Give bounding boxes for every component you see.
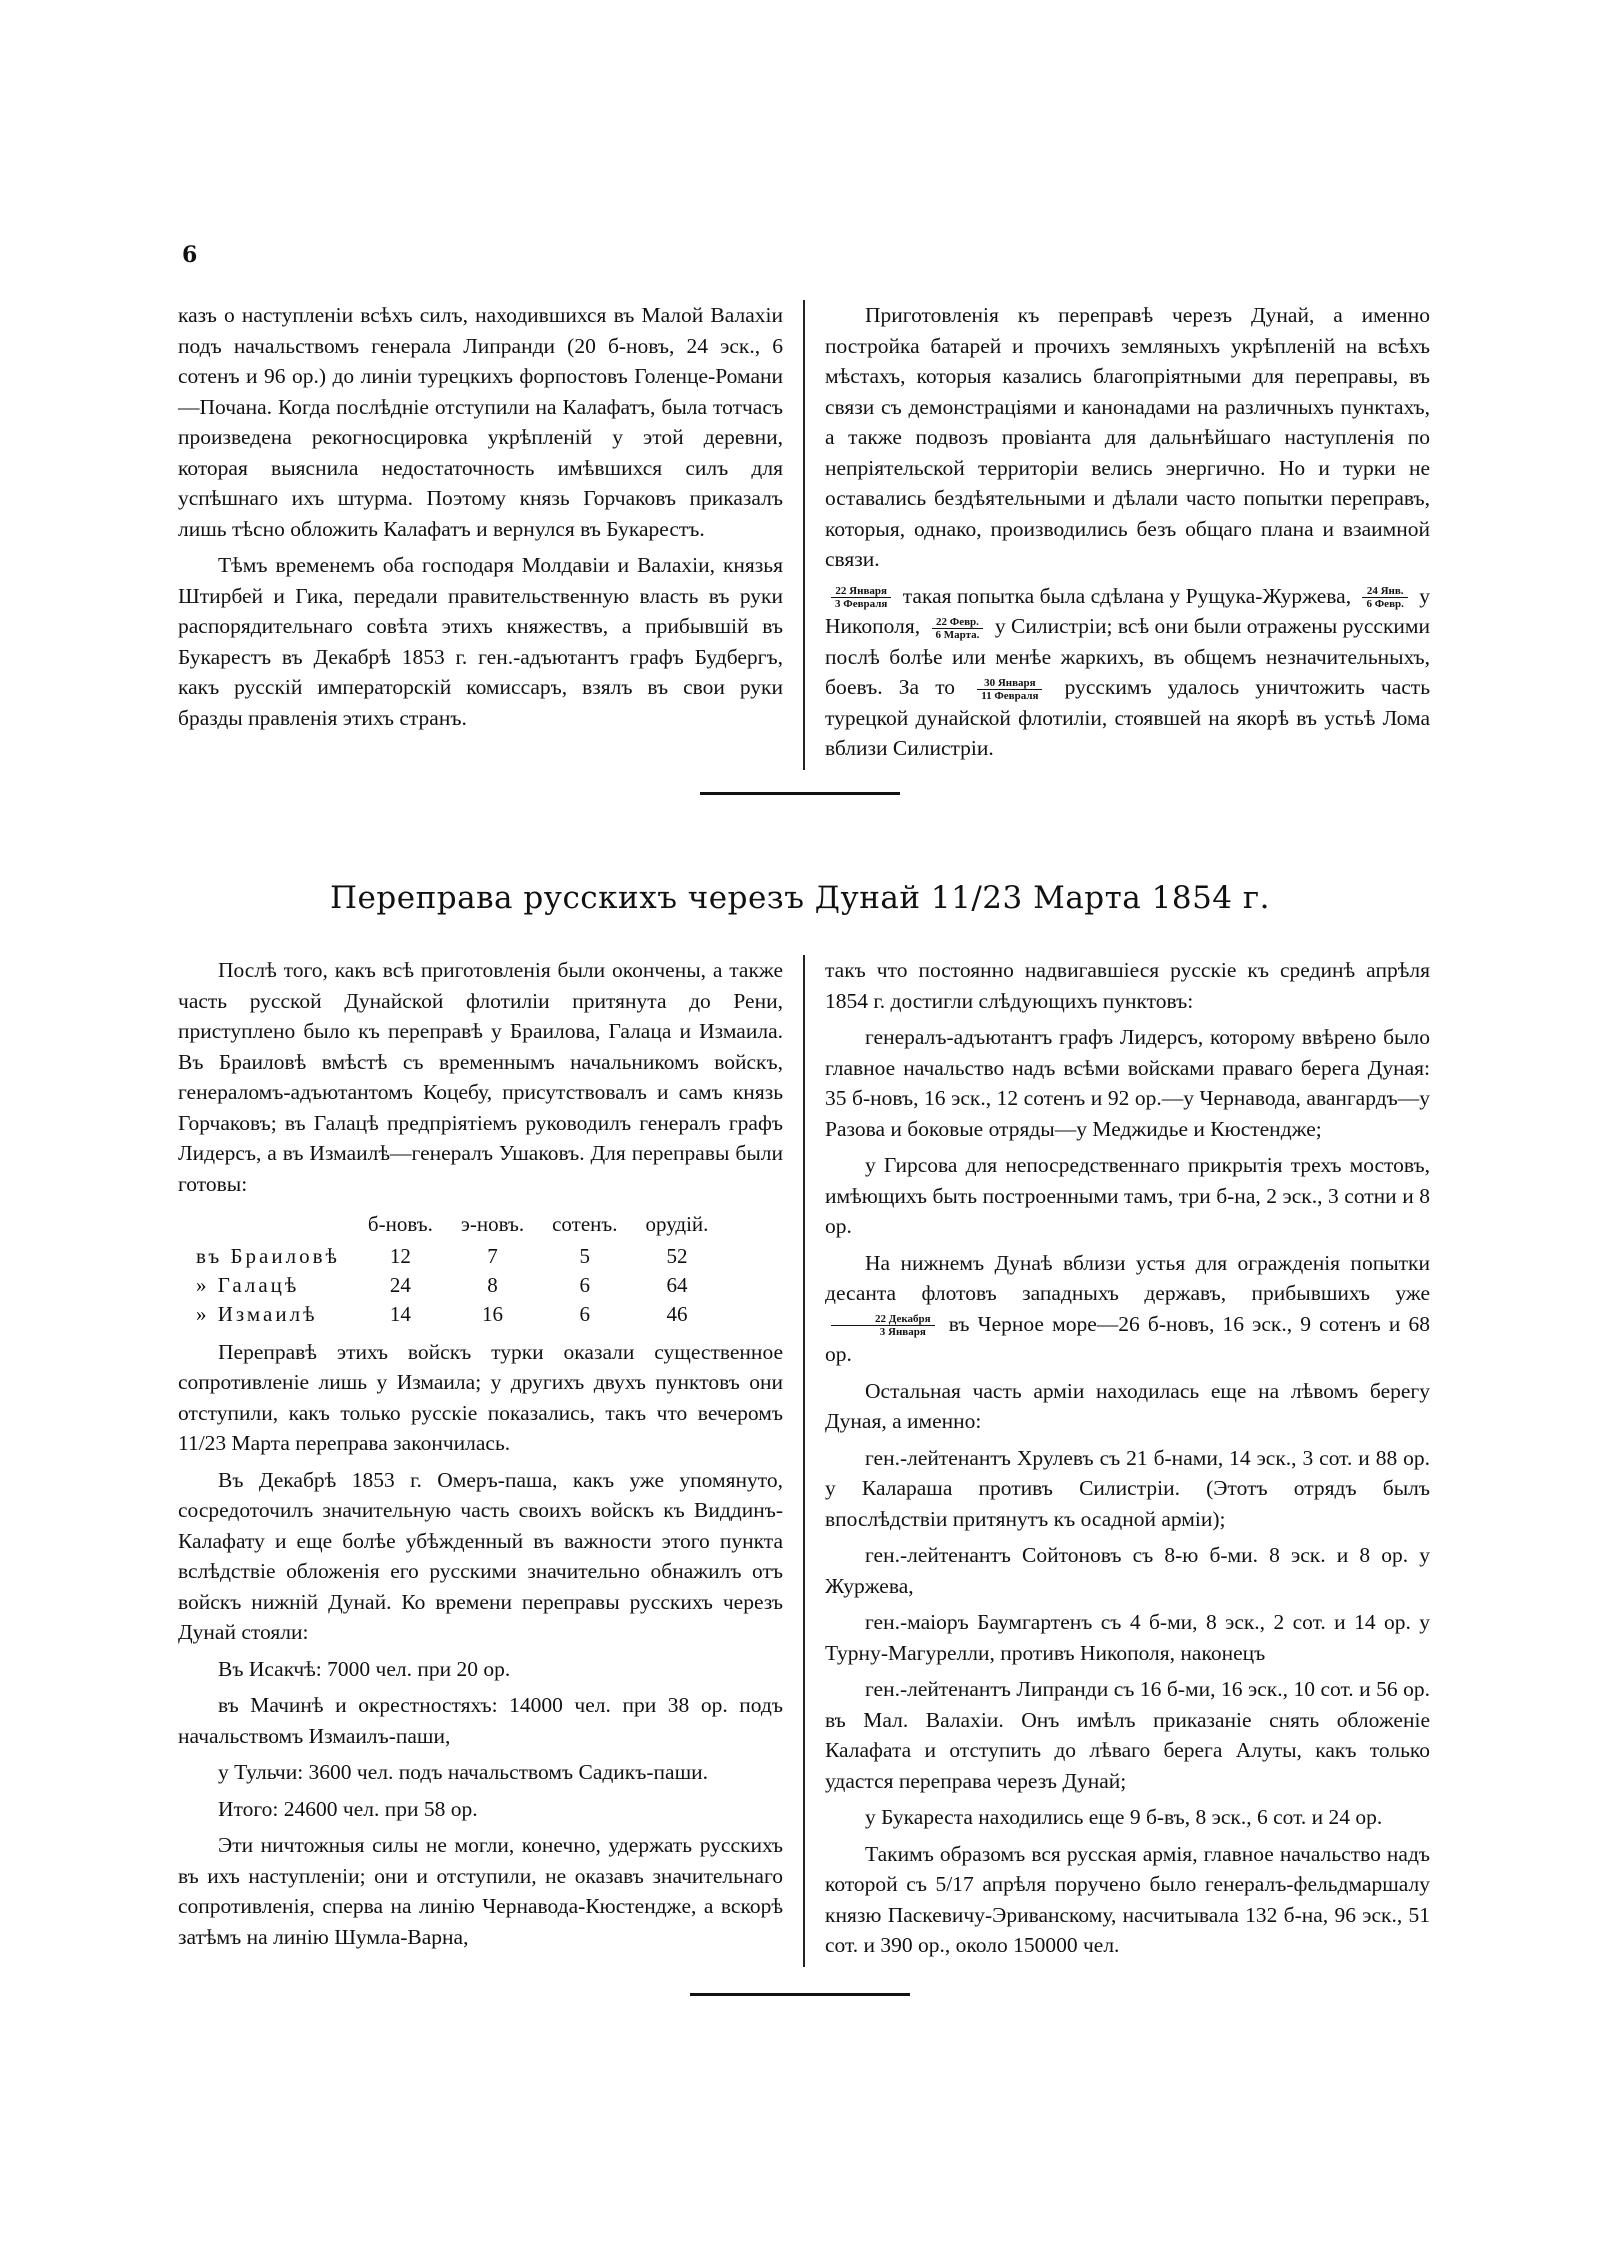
bottom-columns <box>178 955 1430 1967</box>
table-cell: въ Браиловѣ <box>196 1243 340 1268</box>
table-cell: 46 <box>666 1301 688 1326</box>
table-cell: 6 <box>579 1272 591 1297</box>
table-cell: 8 <box>487 1272 498 1297</box>
paragraph: ген.-лейтенантъ Сойтоновъ съ 8-ю б-ми. 8 эск. и 8 ор. у Журжева, <box>825 1543 1430 1598</box>
paragraph: Въ Декабрѣ 1853 г. Омеръ-паша, какъ уже упомянуто, сосредоточилъ значительную часть своихъ войскъ къ Виддинъ-Калафату и еще болѣе убѣжденный въ важности этого пункта вслѣдствіе обложенія его русскими значительно обнажилъ отъ войскъ нижній Дунай. Ко времени переправы русскихъ черезъ Дунай стояли: <box>178 1467 783 1644</box>
end-divider <box>690 1993 910 1996</box>
paragraph: у Тульчи: 3600 чел. подъ начальствомъ Садикъ-паши. <box>218 1760 709 1784</box>
column-header: б-новъ. <box>367 1212 433 1236</box>
paragraph: казъ о наступленіи всѣхъ силъ, находившихся въ Малой Валахіи подъ начальствомъ генерала Липранди (20 б-новъ, 24 эск., 6 сотенъ и 96 ор.) до линіи турецкихъ форпостовъ Голенце-Романи—Почана. Когда послѣдніе отступили на Калафатъ, была тотчасъ произведена рекогносцировка укрѣпленій у этой деревни, которая выяснила недостаточность имѣвшихся силъ для успѣшнаго ихъ штурма. Поэтому князь Горчаковъ приказалъ лишь тѣсно обложить Калафатъ и вернулся въ Букарестъ. <box>178 303 783 541</box>
table-row <box>196 1242 722 1271</box>
column-header: орудій. <box>645 1212 709 1236</box>
paragraph: генералъ-адъютантъ графъ Лидерсъ, которому ввѣрено было главное начальство надъ всѣми войсками праваго берега Дуная: 35 б-новъ, 16 эск., 12 сотенъ и 92 ор.—у Чернавода, авангардъ—у Разова и боковые отряды—у Меджидье и Кюстендже; <box>825 1025 1430 1141</box>
table-cell: 52 <box>666 1243 688 1268</box>
paragraph: Эти ничтожныя силы не могли, конечно, удержать русскихъ въ ихъ наступленіи; они и отступили, не оказавъ значительнаго сопротивленія, сперва на линію Чернавода-Кюстенджe, а вскорѣ затѣмъ на линію Шумла-Варна, <box>178 1833 783 1949</box>
paragraph: Итого: 24600 чел. при 58 ор. <box>218 1796 478 1821</box>
date-new-style: 3 Января <box>879 1326 926 1339</box>
column-header: э-новъ. <box>460 1212 525 1236</box>
text-run: русскимъ удалось уничтожить часть турецкой дунайской флотиліи, стоявшей на якорѣ въ устьѣ Лома вблизи Силистріи. <box>825 675 1430 760</box>
column-header: сотенъ. <box>552 1212 618 1236</box>
paragraph: Переправѣ этихъ войскъ турки оказали существенное сопротивленіе лишь у Измаила; у другихъ двухъ пунктовъ они отступили, какъ только русскіе показались, такъ что вечеромъ 11/23 Марта переправа закончилась. <box>178 1339 783 1455</box>
paragraph: ген.-маіоръ Баумгартенъ съ 4 б-ми, 8 эск., 2 сот. и 14 ор. у Турну-Магурелли, противъ Никополя, наконецъ <box>825 1610 1430 1665</box>
date-old-style: 22 Января <box>831 585 891 598</box>
date-new-style: 3 Февраля <box>835 598 888 611</box>
table-row <box>196 1271 722 1300</box>
table-cell: 7 <box>487 1243 498 1268</box>
date-old-style: 30 Января <box>977 677 1042 690</box>
top-left-column <box>178 300 803 770</box>
top-columns <box>178 300 1430 770</box>
table-header-row <box>196 1209 722 1242</box>
table-cell: 64 <box>666 1272 688 1297</box>
text-run: у Силистріи; всѣ они были отражены русскими послѣ болѣе или менѣе жаркихъ, въ общемъ незначительныхъ, боевъ. За то <box>825 614 1431 699</box>
table-row <box>196 1300 722 1329</box>
table-cell: 12 <box>389 1243 411 1268</box>
table-cell: 24 <box>389 1272 411 1297</box>
table-cell: 6 <box>579 1301 591 1326</box>
page-number: 6 <box>182 242 198 268</box>
date-new-style: 11 Февраля <box>981 689 1039 702</box>
date-old-style: 22 Декабря <box>831 1313 935 1326</box>
paragraph: Остальная часть арміи находилась еще на лѣвомъ берегу Дуная, а именно: <box>825 1378 1430 1433</box>
date-new-style: 6 Марта. <box>935 628 980 641</box>
paragraph: въ Мачинѣ и окрестностяхъ: 14000 чел. при 38 ор. подъ начальствомъ Измаилъ-паши, <box>178 1693 783 1748</box>
section-divider <box>700 792 900 795</box>
date-new-style: 6 Февр. <box>1366 598 1404 611</box>
top-right-column <box>803 300 1430 770</box>
date-fraction <box>831 585 891 610</box>
paragraph: Такимъ образомъ вся русская армія, главное начальство надъ которой съ 5/17 апрѣля поручено было генералъ-фельдмаршалу князю Паскевичу-Эриванскому, насчитывала 132 б-на, 96 эск., 51 сот. и 390 ор., около 150000 чел. <box>825 1841 1430 1957</box>
text-run: На нижнемъ Дунаѣ вблизи устья для огражденія попытки десанта флотовъ западныхъ державъ, прибывшихъ уже <box>825 1250 1430 1305</box>
paragraph: Въ Исакчѣ: 7000 чел. при 20 ор. <box>218 1656 511 1681</box>
text-run: въ Черное море—26 б-новъ, 16 эск., 9 сотенъ и 68 ор. <box>825 1311 1431 1366</box>
table-cell: 16 <box>481 1301 503 1326</box>
paragraph: такъ что постоянно надвигавшіеся русскіе къ срединѣ апрѣля 1854 г. достигли слѣдующихъ пунктовъ: <box>825 958 1430 1013</box>
section-title: Переправа русскихъ черезъ Дунай 11/23 Марта 1854 г. <box>330 880 1270 916</box>
text-run: такая попытка была сдѣлана у Рущука-Журжева, <box>902 583 1352 608</box>
date-fraction <box>1362 585 1407 610</box>
text-run: у Никополя, <box>825 583 1431 638</box>
date-fraction <box>932 616 984 641</box>
bottom-right-column <box>803 955 1430 1967</box>
date-fraction <box>831 1313 935 1338</box>
paragraph: у Гирсова для непосредственнаго прикрытія трехъ мостовъ, имѣющихъ быть построенными тамъ, три б-на, 2 эск., 3 сотни и 8 ор. <box>825 1153 1430 1238</box>
paragraph: Послѣ того, какъ всѣ приготовленія были окончены, а также часть русской Дунайской флотиліи притянута до Рени, приступлено было къ переправѣ у Браилова, Галаца и Измаила. Въ Браиловѣ вмѣстѣ съ временнымъ начальникомъ войскъ, генераломъ-адъютантомъ Коцебу, присутствовалъ и самъ князь Горчаковъ; въ Галацѣ предпріятіемъ руководилъ генералъ графъ Лидерсъ, а въ Измаилѣ—генералъ Ушаковъ. Для переправы были готовы: <box>178 958 783 1196</box>
paragraph: ген.-лейтенантъ Хрулевъ съ 21 б-нами, 14 эск., 3 сот. и 88 ор. у Калараша противъ Силистріи. (Этотъ отрядъ былъ впослѣдствіи притянутъ къ осадной арміи); <box>825 1445 1430 1531</box>
date-old-style: 24 Янв. <box>1362 585 1407 598</box>
bottom-left-column <box>178 955 803 1967</box>
paragraph: Приготовленія къ переправѣ черезъ Дунай, а именно постройка батарей и прочихъ земляныхъ укрѣпленій на всѣхъ мѣстахъ, которыя казались благопріятными для переправы, въ связи съ демонстраціями и канонадами на различныхъ пунктахъ, а также подвозъ провіанта для дальнѣйшаго наступленія по непріятельской территоріи велись энергично. Но и турки не оставались бездѣятельными и дѣлали часто попытки переправъ, которыя, однако, производились безъ общаго плана и взаимной связи. <box>825 303 1430 571</box>
date-fraction <box>977 677 1042 702</box>
forces-table <box>196 1209 722 1329</box>
column-header <box>196 1209 354 1242</box>
table-cell: 5 <box>579 1243 591 1268</box>
table-cell: » Галацѣ <box>196 1272 300 1297</box>
paragraph <box>825 1248 1430 1370</box>
paragraph: ген.-лейтенантъ Липранди съ 16 б-ми, 16 эск., 10 сот. и 56 ор. въ Мал. Валахіи. Онъ имѣлъ приказаніе снять обложеніе Калафата и отступить до лѣваго берега Алуты, какъ только удастся переправа черезъ Дунай; <box>825 1677 1430 1793</box>
paragraph: Тѣмъ временемъ оба господаря Молдавіи и Валахіи, князья Штирбей и Гика, передали правительственную власть въ руки распорядительнаго совѣта этихъ княжествъ, а прибывшій въ Букарестъ въ Декабрѣ 1853 г. ген.-адъютантъ графъ Будбергъ, какъ русскій императорскій комиссаръ, взялъ въ свои руки бразды правленія этихъ странъ. <box>178 553 783 730</box>
date-old-style: 22 Февр. <box>932 616 984 629</box>
table-cell: » Измаилѣ <box>196 1301 318 1326</box>
table-cell: 14 <box>389 1301 411 1326</box>
paragraph: у Букареста находились еще 9 б-въ, 8 эск., 6 сот. и 24 ор. <box>865 1805 1383 1829</box>
paragraph <box>825 581 1430 764</box>
